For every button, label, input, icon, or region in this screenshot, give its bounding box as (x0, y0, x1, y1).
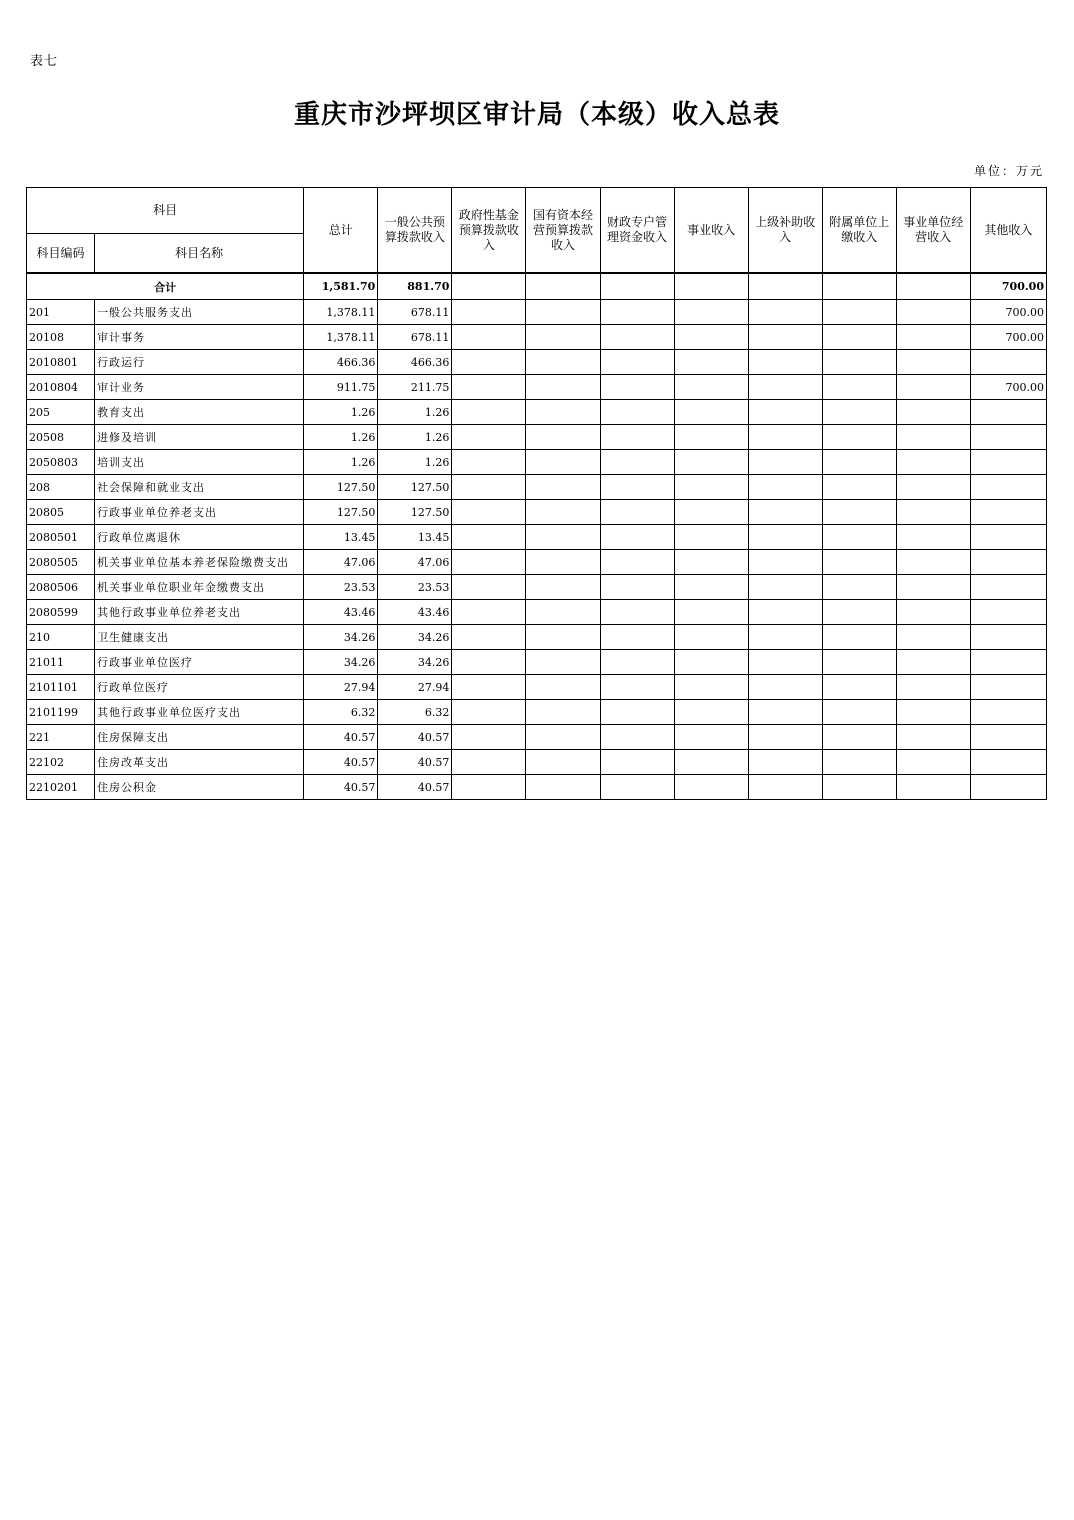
empty-cell (526, 675, 600, 700)
empty-cell (600, 325, 674, 350)
other-income-cell (970, 600, 1046, 625)
table-row (27, 550, 1047, 575)
empty-cell (674, 525, 748, 550)
empty-cell (526, 350, 600, 375)
table-row (27, 450, 1047, 475)
empty-cell (822, 625, 896, 650)
subject-name-cell: 教育支出 (95, 400, 304, 425)
operating-income-header: 事业单位经营收入 (896, 188, 970, 274)
empty-cell (526, 600, 600, 625)
empty-cell (748, 400, 822, 425)
empty-cell (452, 625, 526, 650)
other-income-cell (970, 550, 1046, 575)
empty-cell (674, 600, 748, 625)
general-budget-cell: 40.57 (378, 725, 452, 750)
empty-cell (822, 525, 896, 550)
empty-cell (822, 575, 896, 600)
empty-cell (452, 475, 526, 500)
subject-code-cell: 2010801 (27, 350, 95, 375)
table-number-label: 表七 (30, 54, 59, 69)
other-income-cell (970, 450, 1046, 475)
table-row (27, 775, 1047, 800)
total-row (27, 273, 1047, 300)
empty-cell (452, 500, 526, 525)
general-budget-cell: 40.57 (378, 750, 452, 775)
state-capital-header: 国有资本经营预算拨款收入 (526, 188, 600, 274)
other-income-cell (970, 700, 1046, 725)
general-budget-cell: 211.75 (378, 375, 452, 400)
empty-cell (822, 650, 896, 675)
empty-cell (674, 273, 748, 300)
empty-cell (674, 325, 748, 350)
table-row (27, 725, 1047, 750)
empty-cell (452, 375, 526, 400)
empty-cell (452, 525, 526, 550)
empty-cell (896, 700, 970, 725)
empty-cell (822, 273, 896, 300)
empty-cell (452, 325, 526, 350)
empty-cell (896, 500, 970, 525)
empty-cell (748, 775, 822, 800)
empty-cell (674, 575, 748, 600)
total-cell: 6.32 (304, 700, 378, 725)
empty-cell (600, 375, 674, 400)
empty-cell (526, 725, 600, 750)
other-income-cell (970, 475, 1046, 500)
affiliate-income-header: 附属单位上缴收入 (822, 188, 896, 274)
empty-cell (526, 325, 600, 350)
empty-cell (452, 675, 526, 700)
general-budget-cell: 678.11 (378, 325, 452, 350)
empty-cell (526, 425, 600, 450)
empty-cell (822, 375, 896, 400)
total-cell: 1,378.11 (304, 325, 378, 350)
empty-cell (526, 700, 600, 725)
empty-cell (674, 725, 748, 750)
total-row-label: 合计 (27, 273, 304, 300)
subject-code-cell: 2080501 (27, 525, 95, 550)
empty-cell (526, 775, 600, 800)
subject-name-cell: 审计业务 (95, 375, 304, 400)
table-row (27, 625, 1047, 650)
subject-name-cell: 社会保障和就业支出 (95, 475, 304, 500)
table-row (27, 300, 1047, 325)
table-row (27, 375, 1047, 400)
subject-name-cell: 其他行政事业单位医疗支出 (95, 700, 304, 725)
empty-cell (896, 650, 970, 675)
empty-cell (674, 425, 748, 450)
empty-cell (526, 650, 600, 675)
total-cell: 127.50 (304, 475, 378, 500)
subject-code-cell: 205 (27, 400, 95, 425)
other-income-cell (970, 350, 1046, 375)
general-budget-cell: 40.57 (378, 775, 452, 800)
empty-cell (896, 600, 970, 625)
header-row-1 (27, 188, 1047, 234)
empty-cell (748, 750, 822, 775)
empty-cell (748, 425, 822, 450)
empty-cell (748, 575, 822, 600)
subject-name-cell: 住房保障支出 (95, 725, 304, 750)
table-row (27, 500, 1047, 525)
empty-cell (526, 625, 600, 650)
empty-cell (748, 350, 822, 375)
empty-cell (600, 575, 674, 600)
other-income-cell (970, 575, 1046, 600)
empty-cell (526, 375, 600, 400)
empty-cell (896, 675, 970, 700)
empty-cell (600, 625, 674, 650)
empty-cell (896, 625, 970, 650)
empty-cell (896, 450, 970, 475)
table-row (27, 650, 1047, 675)
subject-name-cell: 住房改革支出 (95, 750, 304, 775)
empty-cell (674, 475, 748, 500)
empty-cell (600, 775, 674, 800)
empty-cell (822, 500, 896, 525)
total-cell: 911.75 (304, 375, 378, 400)
subject-code-cell: 22102 (27, 750, 95, 775)
page-title: 重庆市沙坪坝区审计局（本级）收入总表 (293, 100, 780, 130)
empty-cell (600, 700, 674, 725)
empty-cell (748, 650, 822, 675)
table-row (27, 675, 1047, 700)
empty-cell (452, 273, 526, 300)
empty-cell (896, 775, 970, 800)
empty-cell (822, 600, 896, 625)
empty-cell (674, 775, 748, 800)
general-budget-header: 一般公共预算拨款收入 (378, 188, 452, 274)
empty-cell (600, 450, 674, 475)
empty-cell (896, 375, 970, 400)
general-budget-cell: 127.50 (378, 500, 452, 525)
subject-name-cell: 机关事业单位基本养老保险缴费支出 (95, 550, 304, 575)
general-budget-cell: 466.36 (378, 350, 452, 375)
table-row (27, 600, 1047, 625)
empty-cell (822, 675, 896, 700)
empty-cell (674, 750, 748, 775)
subject-name-header: 科目名称 (95, 234, 304, 274)
subject-name-cell: 行政事业单位医疗 (95, 650, 304, 675)
empty-cell (674, 700, 748, 725)
subject-name-cell: 培训支出 (95, 450, 304, 475)
total-cell: 127.50 (304, 500, 378, 525)
table-row (27, 700, 1047, 725)
empty-cell (896, 525, 970, 550)
total-cell: 40.57 (304, 775, 378, 800)
empty-cell (600, 273, 674, 300)
empty-cell (452, 350, 526, 375)
other-income-header: 其他收入 (970, 188, 1046, 274)
general-budget-cell: 1.26 (378, 425, 452, 450)
empty-cell (600, 350, 674, 375)
empty-cell (822, 300, 896, 325)
other-income-cell: 700.00 (970, 300, 1046, 325)
other-income-cell (970, 650, 1046, 675)
subject-name-cell: 住房公积金 (95, 775, 304, 800)
general-budget-cell: 23.53 (378, 575, 452, 600)
empty-cell (526, 500, 600, 525)
empty-cell (896, 475, 970, 500)
total-cell: 1,378.11 (304, 300, 378, 325)
subject-code-cell: 201 (27, 300, 95, 325)
other-income-cell: 700.00 (970, 375, 1046, 400)
subject-code-cell: 2080505 (27, 550, 95, 575)
other-income-cell (970, 750, 1046, 775)
subject-code-cell: 20108 (27, 325, 95, 350)
total-cell: 1.26 (304, 425, 378, 450)
other-income-cell: 700.00 (970, 325, 1046, 350)
empty-cell (600, 300, 674, 325)
general-budget-cell: 27.94 (378, 675, 452, 700)
empty-cell (526, 750, 600, 775)
subject-code-cell: 2101101 (27, 675, 95, 700)
empty-cell (526, 475, 600, 500)
empty-cell (452, 300, 526, 325)
empty-cell (526, 400, 600, 425)
empty-cell (896, 750, 970, 775)
empty-cell (748, 600, 822, 625)
total-cell: 1.26 (304, 450, 378, 475)
subject-code-header: 科目编码 (27, 234, 95, 274)
general-budget-cell: 127.50 (378, 475, 452, 500)
business-income-header: 事业收入 (674, 188, 748, 274)
subject-name-cell: 行政运行 (95, 350, 304, 375)
total-cell: 43.46 (304, 600, 378, 625)
subject-code-cell: 208 (27, 475, 95, 500)
empty-cell (452, 750, 526, 775)
other-income-cell (970, 525, 1046, 550)
empty-cell (896, 725, 970, 750)
subject-name-cell: 行政单位医疗 (95, 675, 304, 700)
subject-name-cell: 卫生健康支出 (95, 625, 304, 650)
empty-cell (748, 375, 822, 400)
total-row-total: 1,581.70 (304, 273, 378, 300)
empty-cell (674, 500, 748, 525)
empty-cell (748, 700, 822, 725)
empty-cell (674, 625, 748, 650)
subject-code-cell: 2080599 (27, 600, 95, 625)
subject-name-cell: 其他行政事业单位养老支出 (95, 600, 304, 625)
empty-cell (526, 575, 600, 600)
empty-cell (822, 400, 896, 425)
subject-code-cell: 221 (27, 725, 95, 750)
empty-cell (674, 450, 748, 475)
subject-code-cell: 20805 (27, 500, 95, 525)
empty-cell (526, 273, 600, 300)
empty-cell (600, 400, 674, 425)
empty-cell (452, 575, 526, 600)
total-cell: 40.57 (304, 725, 378, 750)
total-cell: 34.26 (304, 650, 378, 675)
empty-cell (526, 300, 600, 325)
empty-cell (896, 350, 970, 375)
general-budget-cell: 678.11 (378, 300, 452, 325)
unit-label: 单位：万元 (973, 164, 1044, 178)
empty-cell (600, 675, 674, 700)
superior-subsidy-header: 上级补助收入 (748, 188, 822, 274)
empty-cell (600, 475, 674, 500)
empty-cell (674, 675, 748, 700)
empty-cell (600, 525, 674, 550)
empty-cell (822, 725, 896, 750)
subject-group-header: 科目 (27, 188, 304, 234)
total-row-general-budget: 881.70 (378, 273, 452, 300)
empty-cell (452, 550, 526, 575)
other-income-cell (970, 725, 1046, 750)
empty-cell (896, 575, 970, 600)
other-income-cell (970, 775, 1046, 800)
empty-cell (748, 300, 822, 325)
total-cell: 47.06 (304, 550, 378, 575)
subject-name-cell: 审计事务 (95, 325, 304, 350)
subject-name-cell: 进修及培训 (95, 425, 304, 450)
empty-cell (674, 650, 748, 675)
empty-cell (748, 273, 822, 300)
subject-name-cell: 一般公共服务支出 (95, 300, 304, 325)
subject-code-cell: 2080506 (27, 575, 95, 600)
subject-code-cell: 2010804 (27, 375, 95, 400)
total-header: 总计 (304, 188, 378, 274)
empty-cell (896, 300, 970, 325)
empty-cell (896, 400, 970, 425)
empty-cell (748, 675, 822, 700)
table-row (27, 400, 1047, 425)
empty-cell (600, 600, 674, 625)
empty-cell (600, 750, 674, 775)
total-cell: 27.94 (304, 675, 378, 700)
empty-cell (822, 350, 896, 375)
other-income-cell (970, 625, 1046, 650)
subject-code-cell: 21011 (27, 650, 95, 675)
empty-cell (748, 325, 822, 350)
subject-code-cell: 2210201 (27, 775, 95, 800)
empty-cell (822, 775, 896, 800)
empty-cell (674, 400, 748, 425)
subject-code-cell: 20508 (27, 425, 95, 450)
empty-cell (452, 450, 526, 475)
fiscal-special-header: 财政专户管理资金收入 (600, 188, 674, 274)
empty-cell (674, 300, 748, 325)
table-row (27, 750, 1047, 775)
empty-cell (822, 700, 896, 725)
general-budget-cell: 1.26 (378, 450, 452, 475)
other-income-cell (970, 425, 1046, 450)
empty-cell (452, 700, 526, 725)
empty-cell (822, 475, 896, 500)
general-budget-cell: 34.26 (378, 625, 452, 650)
general-budget-cell: 47.06 (378, 550, 452, 575)
empty-cell (748, 725, 822, 750)
empty-cell (526, 450, 600, 475)
empty-cell (822, 325, 896, 350)
total-cell: 466.36 (304, 350, 378, 375)
general-budget-cell: 1.26 (378, 400, 452, 425)
total-cell: 1.26 (304, 400, 378, 425)
gov-fund-header: 政府性基金预算拨款收入 (452, 188, 526, 274)
empty-cell (822, 550, 896, 575)
subject-code-cell: 2101199 (27, 700, 95, 725)
empty-cell (452, 650, 526, 675)
table-row (27, 575, 1047, 600)
empty-cell (822, 450, 896, 475)
total-cell: 23.53 (304, 575, 378, 600)
empty-cell (600, 425, 674, 450)
empty-cell (674, 550, 748, 575)
table-row (27, 325, 1047, 350)
general-budget-cell: 34.26 (378, 650, 452, 675)
empty-cell (452, 725, 526, 750)
empty-cell (748, 450, 822, 475)
empty-cell (896, 273, 970, 300)
other-income-cell (970, 675, 1046, 700)
empty-cell (452, 425, 526, 450)
table-row (27, 425, 1047, 450)
empty-cell (600, 650, 674, 675)
general-budget-cell: 43.46 (378, 600, 452, 625)
empty-cell (452, 775, 526, 800)
empty-cell (896, 550, 970, 575)
total-cell: 40.57 (304, 750, 378, 775)
empty-cell (896, 425, 970, 450)
empty-cell (748, 525, 822, 550)
empty-cell (748, 550, 822, 575)
subject-code-cell: 2050803 (27, 450, 95, 475)
other-income-cell (970, 500, 1046, 525)
general-budget-cell: 6.32 (378, 700, 452, 725)
empty-cell (748, 500, 822, 525)
empty-cell (674, 375, 748, 400)
empty-cell (600, 500, 674, 525)
empty-cell (674, 350, 748, 375)
general-budget-cell: 13.45 (378, 525, 452, 550)
empty-cell (896, 325, 970, 350)
empty-cell (526, 525, 600, 550)
empty-cell (452, 400, 526, 425)
empty-cell (748, 625, 822, 650)
income-summary-table (26, 187, 1047, 800)
table-row (27, 475, 1047, 500)
other-income-cell (970, 400, 1046, 425)
empty-cell (600, 725, 674, 750)
empty-cell (600, 550, 674, 575)
subject-code-cell: 210 (27, 625, 95, 650)
total-row-other: 700.00 (970, 273, 1046, 300)
subject-name-cell: 行政事业单位养老支出 (95, 500, 304, 525)
table-row (27, 525, 1047, 550)
empty-cell (822, 425, 896, 450)
total-cell: 34.26 (304, 625, 378, 650)
empty-cell (452, 600, 526, 625)
subject-name-cell: 行政单位离退休 (95, 525, 304, 550)
subject-name-cell: 机关事业单位职业年金缴费支出 (95, 575, 304, 600)
total-cell: 13.45 (304, 525, 378, 550)
empty-cell (526, 550, 600, 575)
table-row (27, 350, 1047, 375)
empty-cell (822, 750, 896, 775)
empty-cell (748, 475, 822, 500)
